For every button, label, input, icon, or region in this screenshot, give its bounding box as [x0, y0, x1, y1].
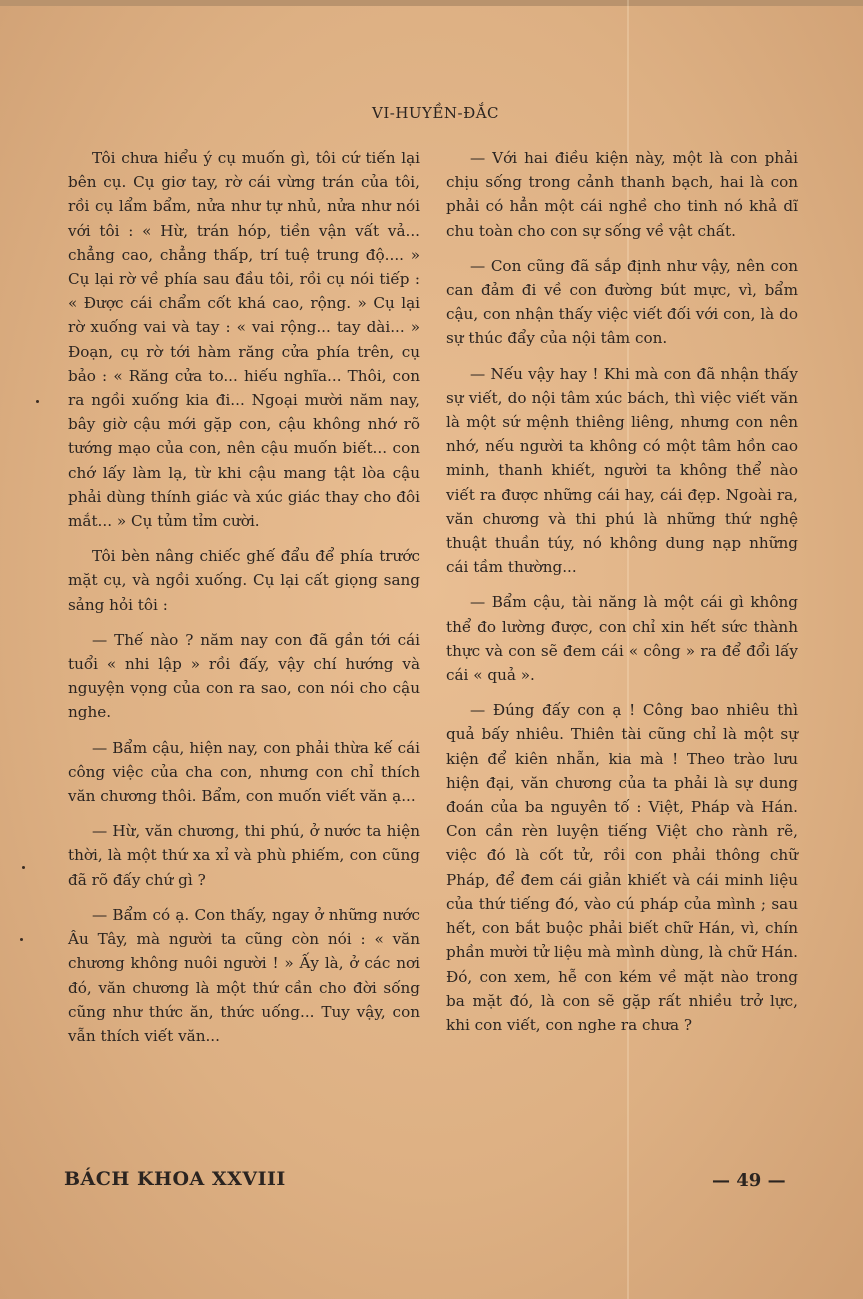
paper-speck [36, 400, 39, 403]
publication-name: BÁCH KHOA XXVIII [64, 1168, 286, 1190]
paragraph: Tôi bèn nâng chiếc ghế đẩu để phía trước mặt cụ, và ngồi xuống. Cụ lại cất giọng sang sảng hỏi tôi : [68, 547, 420, 614]
left-column [68, 146, 420, 1059]
paragraph: — Bẩm cậu, hiện nay, con phải thừa kế cái công việc của cha con, nhưng con chỉ thích văn chương thôi. Bẩm, con muốn viết văn ạ... [68, 738, 420, 806]
paragraph: — Hừ, văn chương, thi phú, ở nước ta hiện thời, là một thứ xa xỉ và phù phiếm, con cũng đã rõ đấy chứ gì ? [68, 822, 420, 889]
paragraph: — Con cũng đã sắp định như vậy, nên con can đảm đi về con đường bút mực, vì, bẩm cậu, con nhận thấy việc viết đối với con, là do sự thúc đẩy của nội tâm con. [446, 256, 798, 348]
page-number: — 49 — [712, 1170, 786, 1191]
paragraph: — Bẩm cậu, tài năng là một cái gì không thể đo lường được, con chỉ xin hết sức thành thực và con sẽ đem cái « công » ra để đổi lấy cái « quả ». [446, 593, 798, 685]
paragraph: — Nếu vậy hay ! Khi mà con đã nhận thấy sự viết, do nội tâm xúc bách, thì việc viết văn là một sứ mệnh thiêng liêng, nhưng con nên nhớ, nếu người ta không có một tâm hồn cao minh, thanh khiết, người ta không thể nào viết ra được những cái hay, cái đẹp. Ngoài ra, văn chương và thi phú là những thứ nghệ thuật thuần túy, nó không dung nạp những cái tầm thường... [446, 364, 798, 577]
paragraph: Tôi chưa hiểu ý cụ muốn gì, tôi cứ tiến lại bên cụ. Cụ giơ tay, rờ cái vừng trán của tôi, rồi cụ lẩm bẩm, nửa như tự nhủ, nửa như nói với tôi : « Hừ, trán hóp, tiền vận vất vả... chẳng cao, chẳng thấp, trí tuệ trung độ.... » Cụ lại rờ về phía sau đầu tôi, rồi cụ nói tiếp : « Được cái chẩm cốt khá cao, rộng. » Cụ lại rờ xuống vai và tay : « vai rộng... tay dài... » Đoạn, cụ rờ tới hàm răng cửa phía trên, cụ bảo : « Răng cửa to... hiếu nghĩa... Thôi, con ra ngồi xuống kia đi... Ngoại mười năm nay, bây giờ cậu mới gặp con, cậu không nhớ rõ tướng mạo của con, nên cậu muốn biết... con chớ lấy làm lạ, từ khi cậu mang tật lòa cậu phải dùng thính giác và xúc giác thay cho đôi mắt... » Cụ tủm tỉm cười. [68, 149, 420, 531]
paper-speck [20, 938, 23, 941]
paper-speck [22, 866, 25, 869]
paragraph: — Đúng đấy con ạ ! Công bao nhiêu thì quả bấy nhiêu. Thiên tài cũng chỉ là một sự kiện để kiên nhẫn, kia mà ! Theo trào lưu hiện đại, văn chương của ta phải là sự dung đoán của ba nguyên tố : Việt, Pháp và Hán. Con cần rèn luyện tiếng Việt cho rành rẽ, việc đó là cốt tử, rồi con phải thông chữ Pháp, để đem cái giản khiết và cái minh liệu của thứ tiếng đó, vào cú pháp của mình ; sau hết, con bắt buộc phải biết chữ Hán, vì, chín phần mười tử liệu mà mình dùng, là chữ Hán. Đó, con xem, hễ con kém về mặt nào trong ba mặt đó, là con sẽ gặp rất nhiều trở lực, khi con viết, con nghe ra chưa ? [446, 701, 798, 1034]
paragraph: — Với hai điều kiện này, một là con phải chịu sống trong cảnh thanh bạch, hai là con phải có hẳn một cái nghề cho tinh nó khả dĩ chu toàn cho con sự sống về vật chất. [446, 149, 798, 240]
page-top-edge [0, 0, 863, 6]
right-column [446, 146, 798, 1048]
paragraph: — Bẩm có ạ. Con thấy, ngay ở những nước Âu Tây, mà người ta cũng còn nói : « văn chương không nuôi người ! » Ấy là, ở các nơi đó, văn chương là một thứ cần cho đời sống cũng như thức ăn, thức uống... Tuy vậy, con vẫn thích viết văn... [68, 905, 420, 1045]
paragraph: — Thế nào ? năm nay con đã gần tới cái tuổi « nhi lập » rồi đấy, vậy chí hướng và nguyện vọng của con ra sao, con nói cho cậu nghe. [68, 630, 420, 722]
running-title: VI-HUYỀN-ĐẮC [372, 104, 500, 122]
